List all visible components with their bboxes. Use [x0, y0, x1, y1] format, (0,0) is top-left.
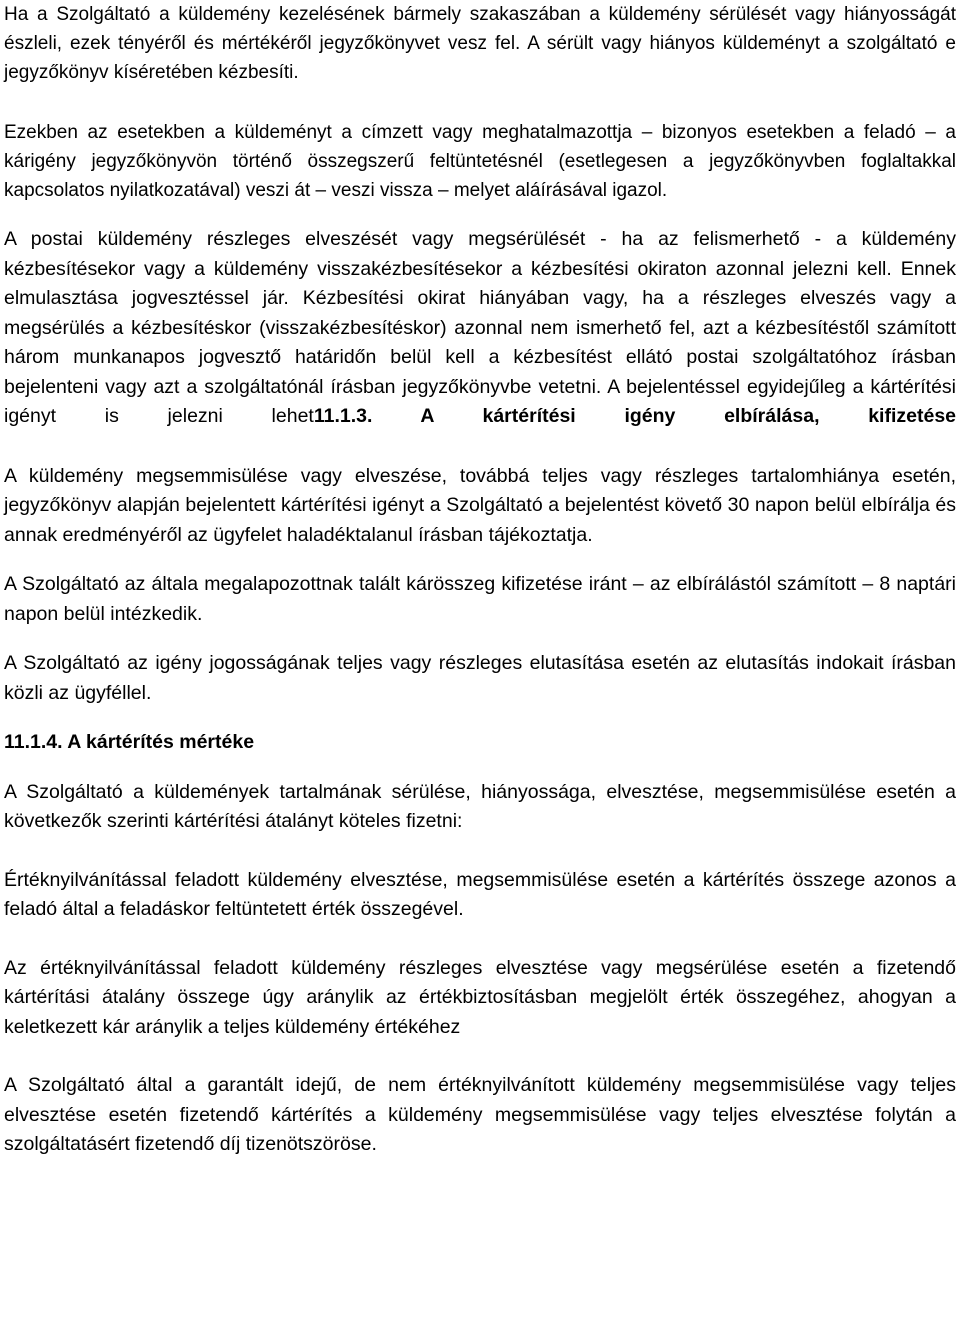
paragraph-partial-loss-text: A postai küldemény részleges elveszését vagy megsérülését - ha az felismerhető - a küldemény kézbesítésekor vagy a küldemény visszakézbesítésekor a kézbesítési okiraton azonnal jelezni kell. Ennek elmulasztása jogvesztéssel jár. Kézbesítési okirat hiányában vagy, ha a részleges elveszés vagy a megsérülés a kézbesítéskor (visszakézbesítéskor) azonnal nem ismerhető fel, azt a kézbesítéstől számított három munkanapos jogvesztő határidőn belül kell a kézbesítést ellátó postai szolgáltatóhoz írásban bejelenteni vagy azt a szolgáltatónál írásban jegyzőkönyvbe vetetni. A bejelentéssel egyidejűleg a kártérítési igényt is jelezni lehet — [4, 228, 956, 427]
paragraph-declared-value-loss: Értéknyilvánítással feladott küldemény elvesztése, megsemmisülése esetén a kártérítés összege azonos a feladó által a feladáskor feltüntetett érték összegével. — [4, 868, 956, 920]
paragraph-payment: A Szolgáltató az általa megalapozottnak talált kárösszeg kifizetése iránt – az elbírálástól számított – 8 naptári napon belül intézkedik. — [4, 573, 956, 625]
paragraph-acceptance: Ezekben az esetekben a küldeményt a címzett vagy meghatalmazottja – bizonyos esetekben a feladó – a kárigény jegyzőkönyvön történő összegszerű feltüntetésnél (esetlegesen a jegyzőkönyvben foglaltakkal kapcsolatos nyilatkozatával) veszi át – veszi vissza – melyet aláírásával igazol. — [4, 122, 956, 201]
document-page — [4, 0, 956, 1160]
paragraph-declared-value-partial: Az értéknyilvánítással feladott küldemény részleges elvesztése vagy megsérülése esetén a fizetendő kártérítási átalány összege úgy aránylik az értékbiztosításban megjelölt érték összegéhez, ahogyan a keletkezett kár aránylik a teljes küldemény értékéhez — [4, 956, 956, 1038]
paragraph-guaranteed-time: A Szolgáltató által a garantált idejű, de nem értéknyilvánított küldemény megsemmisülése vagy teljes elvesztése esetén fizetendő kártérítés a küldemény megsemmisülése vagy teljes elvesztése folytán a szolgáltatásért fizetendő díj tizenötszöröse. — [4, 1074, 956, 1155]
paragraph-damage-detection: Ha a Szolgáltató a küldemény kezelésének bármely szakaszában a küldemény sérülését vagy hiányosságát észleli, ezek tényéről és mértékéről jegyzőkönyvet vesz fel. A sérült vagy hiányos küldeményt a szolgáltató e jegyzőkönyv kíséretében kézbesíti. — [4, 4, 956, 83]
paragraph-compensation-intro: A Szolgáltató a küldemények tartalmának sérülése, hiányossága, elvesztése, megsemmisülése esetén a következők szerinti kártérítési átalányt köteles fizetni: — [4, 780, 956, 832]
paragraph-rejection: A Szolgáltató az igény jogosságának teljes vagy részleges elutasítása esetén az elutasítás indokait írásban közli az ügyféllel. — [4, 652, 956, 704]
section-heading-claim-assessment: 11.1.3. A kártérítési igény elbírálása, kifizetése — [313, 405, 957, 427]
section-heading-compensation-amount: 11.1.4. A kártérítés mértéke — [4, 731, 255, 753]
paragraph-claim-assessment: A küldemény megsemmisülése vagy elveszése, továbbá teljes vagy részleges tartalomhiánya esetén, jegyzőkönyv alapján bejelentett kártérítési igényt a Szolgáltató a bejelentést követő 30 napon belül elbírálja és annak eredményéről az ügyfelet haladéktalanul írásban tájékoztatja. — [4, 464, 956, 546]
paragraph-partial-loss — [4, 225, 956, 432]
